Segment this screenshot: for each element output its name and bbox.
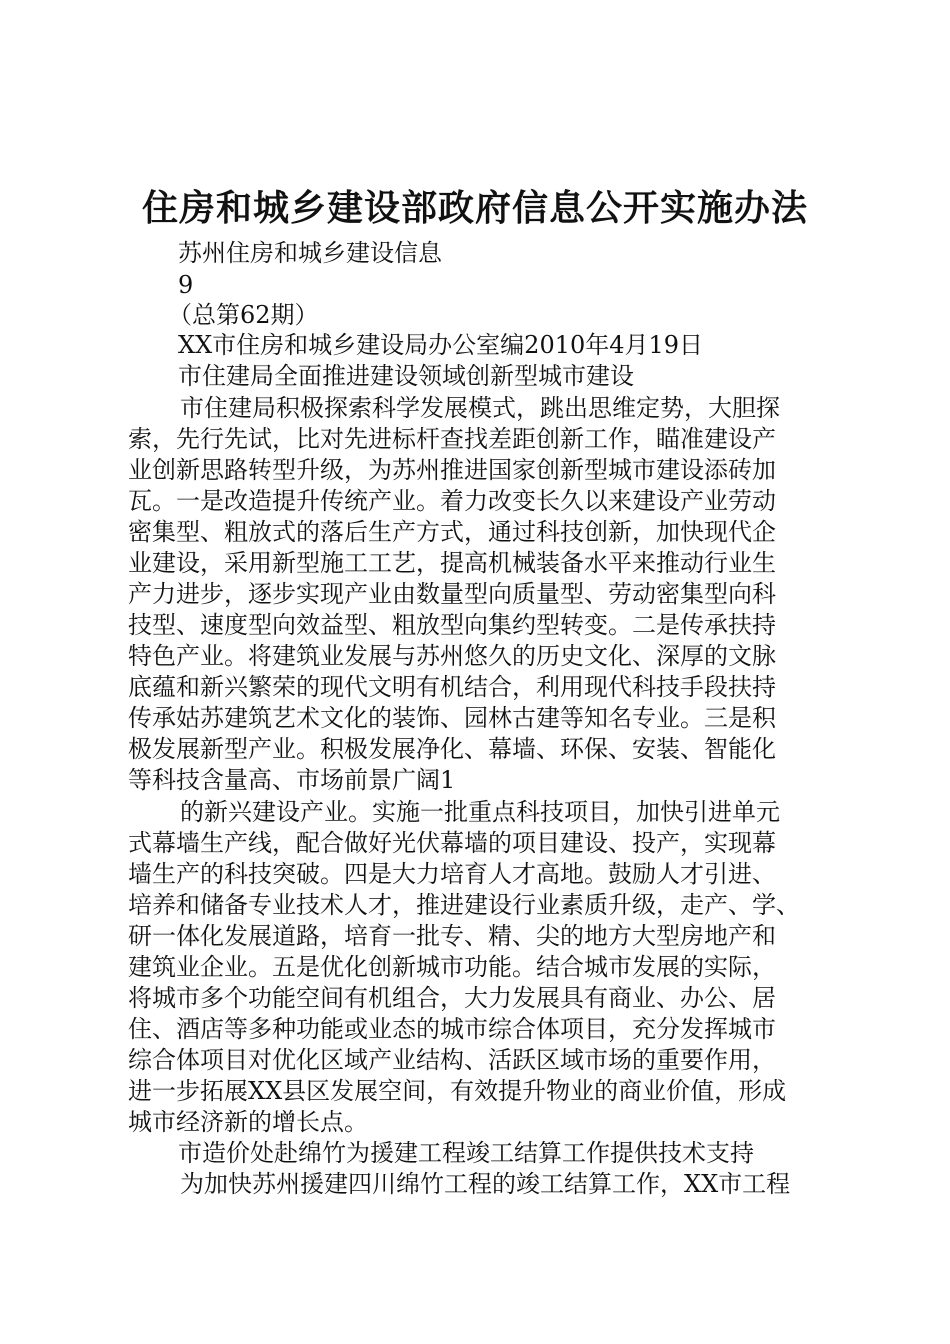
article2-heading: 市造价处赴绵竹为援建工程竣工结算工作提供技术支持	[178, 1139, 754, 1167]
paragraph-line: 传承姑苏建筑艺术文化的装饰、园林古建等知名专业。三是积	[128, 704, 776, 732]
paragraph-line: 业创新思路转型升级，为苏州推进国家创新型城市建设添砖加	[128, 456, 776, 484]
editor-date: XX市住房和城乡建设局办公室编2010年4月19日	[178, 331, 704, 359]
paragraph-line: 市住建局积极探索科学发展模式，跳出思维定势，大胆探	[180, 394, 780, 422]
paragraph-line: 住、酒店等多种功能或业态的城市综合体项目，充分发挥城市	[128, 1015, 776, 1043]
paragraph-line: 进一步拓展XX县区发展空间，有效提升物业的商业价值，形成	[128, 1077, 787, 1105]
paragraph-line: 等科技含量高、市场前景广阔1	[128, 766, 456, 794]
paragraph-line: 底蕴和新兴繁荣的现代文明有机结合，利用现代科技手段扶持	[128, 673, 776, 701]
paragraph-line: 产力进步，逐步实现产业由数量型向质量型、劳动密集型向科	[128, 580, 776, 608]
paragraph-line: 培养和储备专业技术人才，推进建设行业素质升级，走产、学、	[128, 891, 800, 919]
paragraph-line: 将城市多个功能空间有机组合，大力发展具有商业、办公、居	[128, 984, 776, 1012]
paragraph-line: 为加快苏州援建四川绵竹工程的竣工结算工作，XX市工程	[180, 1170, 791, 1198]
article1-heading: 市住建局全面推进建设领域创新型城市建设	[178, 362, 634, 390]
document-title: 住房和城乡建设部政府信息公开实施办法	[141, 188, 808, 229]
paragraph-line: 研一体化发展道路，培育一批专、精、尖的地方大型房地产和	[128, 922, 776, 950]
publication-name: 苏州住房和城乡建设信息	[178, 239, 442, 267]
paragraph-line: 墙生产的科技突破。四是大力培育人才高地。鼓励人才引进、	[128, 860, 776, 888]
paragraph-line: 城市经济新的增长点。	[128, 1108, 368, 1136]
paragraph-line: 的新兴建设产业。实施一批重点科技项目，加快引进单元	[180, 798, 780, 826]
paragraph-line: 密集型、粗放式的落后生产方式，通过科技创新，加快现代企	[128, 518, 776, 546]
paragraph-line: 索，先行先试，比对先进标杆查找差距创新工作，瞄准建设产	[128, 425, 776, 453]
paragraph-line: 建筑业企业。五是优化创新城市功能。结合城市发展的实际，	[128, 953, 776, 981]
paragraph-line: 业建设，采用新型施工工艺，提高机械装备水平来推动行业生	[128, 549, 776, 577]
paragraph-line: 特色产业。将建筑业发展与苏州悠久的历史文化、深厚的文脉	[128, 642, 776, 670]
paragraph-line: 极发展新型产业。积极发展净化、幕墙、环保、安装、智能化	[128, 735, 776, 763]
issue-number: 9	[178, 271, 194, 299]
paragraph-line: 技型、速度型向效益型、粗放型向集约型转变。二是传承扶持	[128, 611, 776, 639]
paragraph-line: 式幕墙生产线，配合做好光伏幕墙的项目建设、投产，实现幕	[128, 829, 776, 857]
paragraph-line: 综合体项目对优化区域产业结构、活跃区域市场的重要作用，	[128, 1046, 776, 1074]
paragraph-line: 瓦。一是改造提升传统产业。着力改变长久以来建设产业劳动	[128, 487, 776, 515]
total-issue: （总第62期）	[168, 301, 319, 329]
